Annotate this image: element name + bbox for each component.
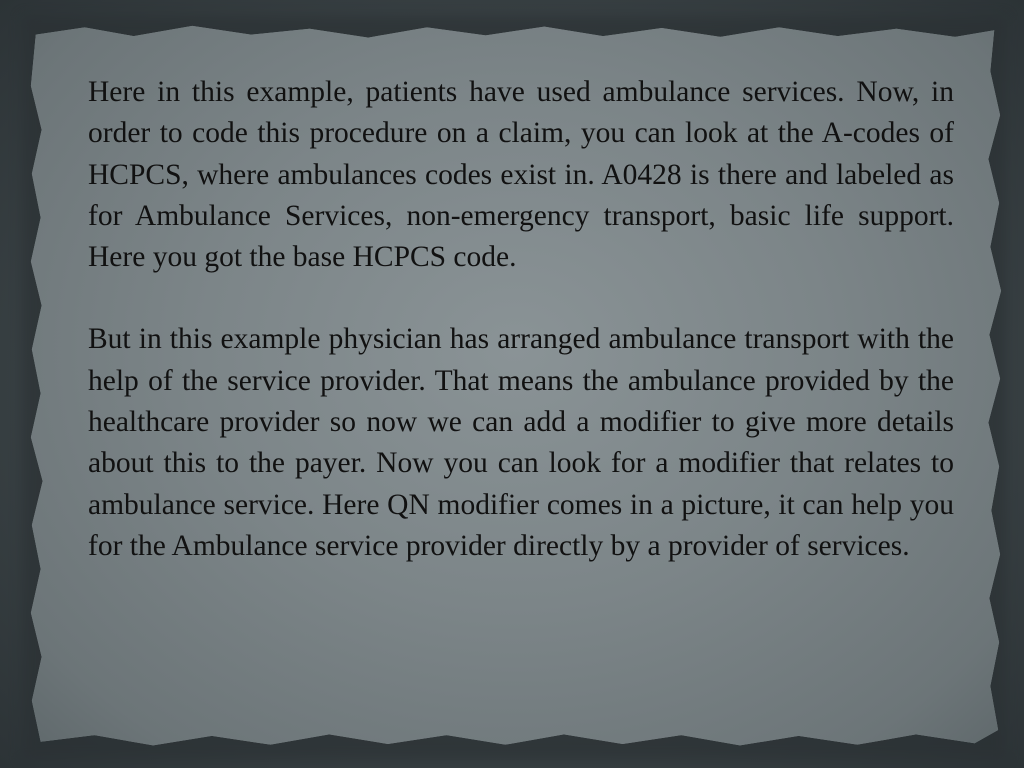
paragraph-1: Here in this example, patients have used ambulance services. Now, in order to code this procedure on a claim, you can look at the A-codes of HCPCS, where ambulances codes exist in. A0428 is there and labeled as for Ambulance Services, non-emergency transport, basic life support. Here you got the base HCPCS code. — [88, 76, 954, 274]
slide-body — [88, 72, 954, 567]
paragraph-2: But in this example physician has arranged ambulance transport with the help of the service provider. That means the ambulance provided by the healthcare provider so now we can add a modifier to give more details about this to the payer. Now you can look for a modifier that relates to ambulance service. Here QN modifier comes in a picture, it can help you for the Ambulance service provider directly by a provider of services. — [88, 323, 954, 562]
